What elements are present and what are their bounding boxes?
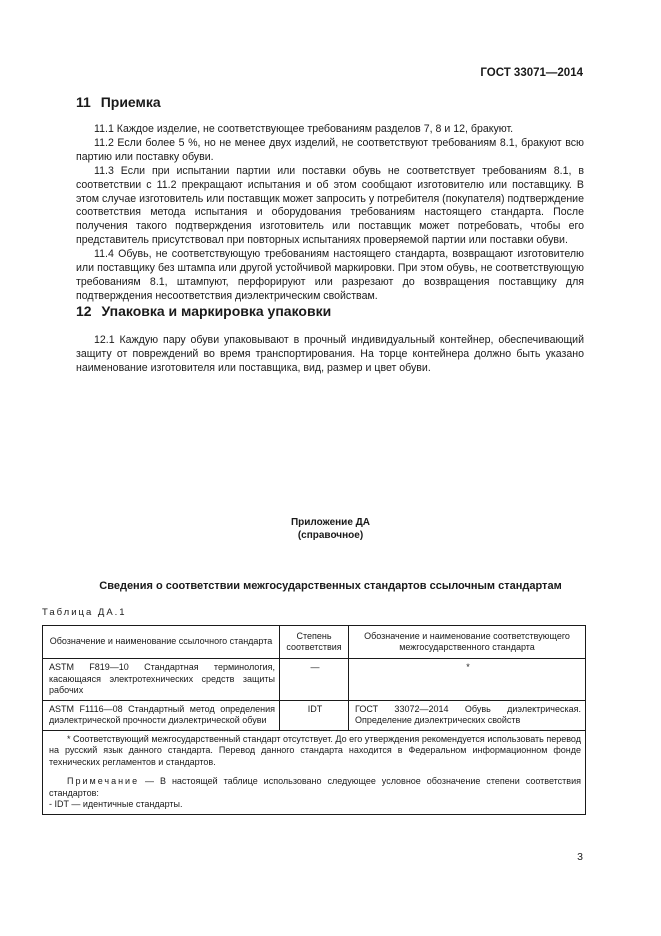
table-header-interstate: Обозначение и наименование соответствующего межгосударственного стандарта [349,626,586,659]
table-footer-row [43,730,586,814]
table-header-degree: Степень соответствия [280,626,349,659]
section-12-number: 12 [76,303,92,319]
table-caption: Таблица ДА.1 [42,607,127,618]
paragraph-12-1: 12.1 Каждую пару обуви упаковывают в прочный индивидуальный контейнер, обеспечивающий защиту от повреждений во время транспортирования. На торце контейнера должно быть указано наименование изготовителя или поставщика, вид, размер и цвет обуви. [76,334,584,374]
standard-code: ГОСТ 33071—2014 [480,67,583,79]
section-12-title: Упаковка и маркировка упаковки [101,303,332,319]
table-cell-ref: ASTM F819—10 Стандартная терминология, касающаяся электротехнических средств защиты рабочих [43,659,280,701]
table-cell-degree: IDT [280,700,349,730]
note-text: — В настоящей таблице использовано следующее условное обозначение степени соответствия стандартов: [49,776,581,798]
appendix-title: Приложение ДА [290,517,371,528]
paragraph-11-2: 11.2 Если более 5 %, но не менее двух изделий, не соответствуют требованиям 8.1, бракуют всю партию или поставку обуви. [76,136,584,163]
section-12-body [76,334,584,376]
table-cell-interstate: * [349,659,586,701]
table-note [49,776,581,799]
paragraph-11-4: 11.4 Обувь, не соответствующую требованиям настоящего стандарта, возвращают изготовителю или поставщику без штампа или другой устойчивой маркировки. При этом обувь, не соответствующую требованиям 8.1, штампуют, перфорируют или разрезают до возвращения поставщику для подтверждения несоответствия диэлектрическим свойствам. [76,248,584,302]
table-footnote: * Соответствующий межгосударственный стандарт отсутствует. До его утверждения рекомендуется использовать перевод на русский язык данного стандарта. Перевод данного стандарта находится в Федеральном информационном фонде технических регламентов и стандартов. [49,733,581,767]
page-number: 3 [577,851,583,863]
section-11-title: Приемка [100,94,161,110]
table-header-row [43,626,586,659]
paragraph-11-1: 11.1 Каждое изделие, не соответствующее требованиям разделов 7, 8 и 12, бракуют. [94,123,514,135]
section-12-heading [76,303,331,319]
appendix-section-title: Сведения о соответствии межгосударственных стандартов ссылочным стандартам [99,580,562,592]
section-11-heading [76,94,161,110]
paragraph-11-3: 11.3 Если при испытании партии или поставки обувь не соответствует требованиям 8.1, в соответствии с 11.2 прекращают испытания и об этом сообщают изготовителю или поставщику. В этом случае изготовитель или поставщик может запросить у потребителя (покупателя) подтверждение соответствия метода испытания и оборудования требованиям настоящего стандарта. После получения такого подтверждения изготовитель или поставщик может потребовать, чтобы его представитель присутствовал при повторных испытаниях проверяемой партии или поставки обуви. [76,164,584,247]
section-11-body [76,123,584,304]
note-item: - IDT — идентичные стандарты. [49,799,183,809]
appendix-subtitle: (справочное) [297,530,364,541]
table-cell-interstate: ГОСТ 33072—2014 Обувь диэлектрическая. Определение диэлектрических свойств [349,700,586,730]
table-cell-ref: ASTM F1116—08 Стандартный метод определения диэлектрической прочности диэлектрической обуви [43,700,280,730]
appendix-heading [0,516,661,542]
table-cell-degree: — [280,659,349,701]
note-label: Примечание [67,776,140,786]
section-11-number: 11 [76,94,91,110]
table-header-ref: Обозначение и наименование ссылочного стандарта [43,626,280,659]
reference-standards-table [42,625,586,815]
table-footer [43,730,586,814]
table-row [43,700,586,730]
table-row [43,659,586,701]
